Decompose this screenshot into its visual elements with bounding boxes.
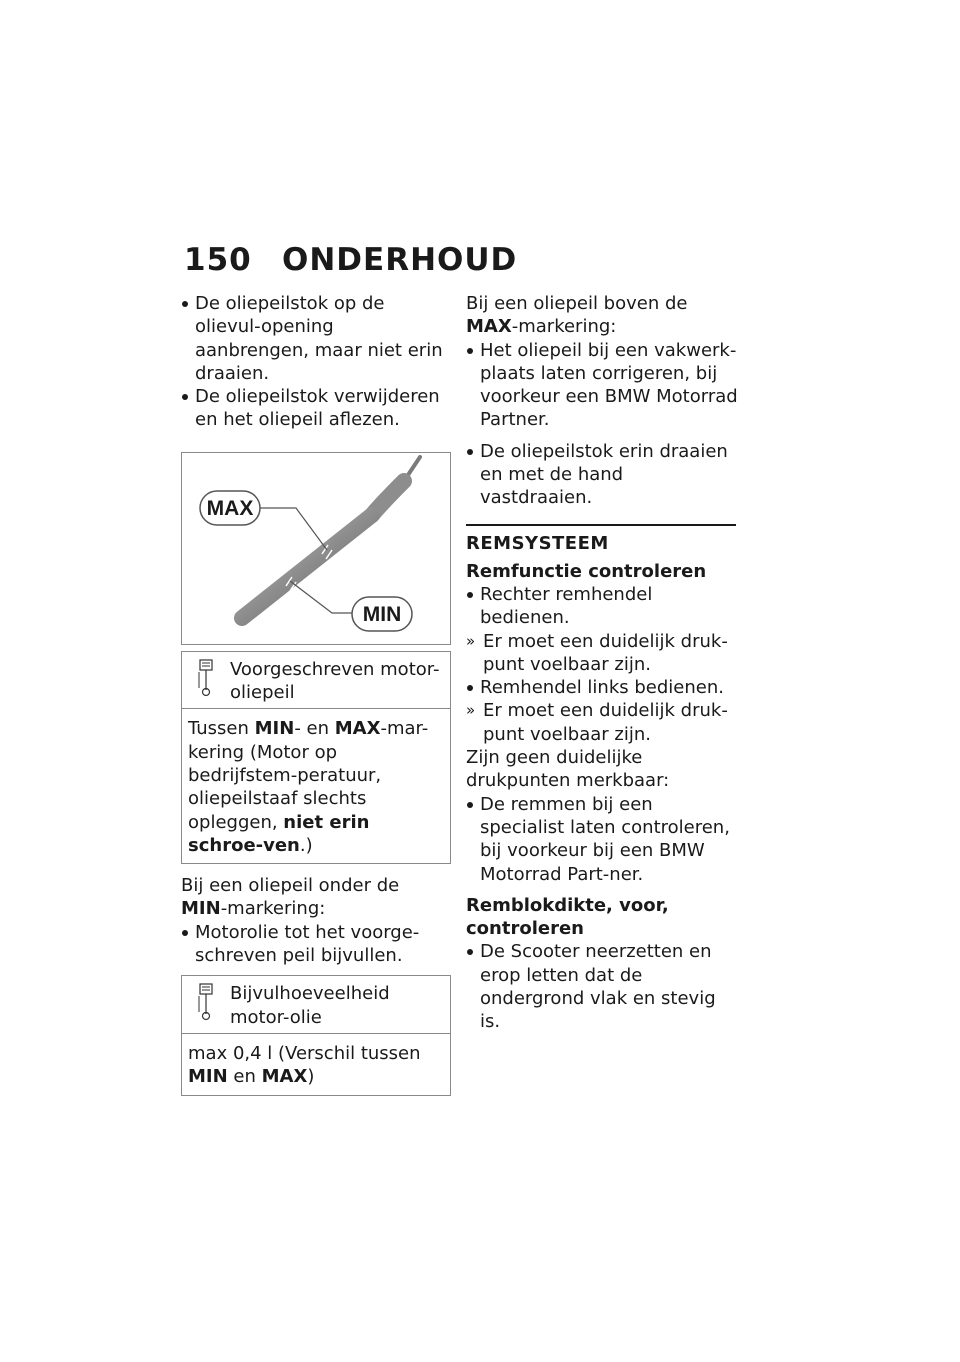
page-number: 150 xyxy=(184,242,252,278)
spec-label: Bijvulhoeveelheid motor-olie xyxy=(230,983,390,1028)
condition-min: Bij een oliepeil onder de MIN-markering: xyxy=(181,875,400,920)
result-arrow-icon: » xyxy=(466,701,476,720)
condition-max: Bij een oliepeil boven de MAX-markering: xyxy=(466,293,688,338)
result-item: » Er moet een duidelijk druk-punt voelbaar zijn. xyxy=(466,630,728,675)
subsection-title: Remblokdikte, voor, controleren xyxy=(466,894,669,940)
subsection-title: Remfunctie controleren xyxy=(466,560,707,582)
oil-dipstick-icon xyxy=(196,982,230,1029)
list-item: De Scooter neerzetten en erop letten dat de ondergrond vlak en stevig is. xyxy=(480,941,716,1033)
dipstick-rod xyxy=(242,515,372,618)
spec-label: Voorgeschreven motor-oliepeil xyxy=(230,658,440,704)
max-leader-line xyxy=(260,508,327,550)
list-item: De oliepeilstok op de olievul-opening aanbrengen, maar niet erin draaien. xyxy=(195,293,443,384)
page-header xyxy=(184,240,517,280)
dipstick-tip xyxy=(408,457,420,475)
section-brakes xyxy=(466,524,736,556)
spec-box-oil-level xyxy=(181,651,451,864)
list-item: De oliepeilstok verwijderen en het oliepeil aflezen. xyxy=(195,386,440,431)
left-column xyxy=(181,292,451,1096)
list-item: De oliepeilstok erin draaien en met de hand vastdraaien. xyxy=(480,440,728,509)
spec-value: Tussen MIN- en MAX-mar-kering (Motor op bedrijfstem-peratuur, oliepeilstaaf slechts opleggen, niet erin schroe-ven.) xyxy=(188,718,429,856)
section-title: REMSYSTEEM xyxy=(466,532,609,554)
list-item: Motorolie tot het voorge-schreven peil bijvullen. xyxy=(195,921,420,967)
right-column xyxy=(466,292,738,1034)
spec-value: max 0,4 l (Verschil tussen MIN en MAX) xyxy=(188,1042,421,1088)
list-item: Het oliepeil bij een vakwerk-plaats laten corrigeren, bij voorkeur een BMW Motorrad Partner. xyxy=(480,339,738,431)
min-label: MIN xyxy=(362,602,402,626)
max-label: MAX xyxy=(206,496,254,520)
result-item: » Er moet een duidelijk druk-punt voelbaar zijn. xyxy=(466,700,728,745)
list-item: De remmen bij een specialist laten controleren, bij voorkeur bij een BMW Motorrad Part-ner. xyxy=(480,793,730,885)
dipstick-figure xyxy=(181,452,451,645)
list-item: Rechter remhendel bedienen. xyxy=(480,583,653,629)
min-leader-line xyxy=(290,581,352,613)
oil-dipstick-icon xyxy=(196,658,230,705)
spec-box-refill xyxy=(181,975,451,1095)
condition-no-pressure: Zijn geen duidelijke drukpunten merkbaar: xyxy=(466,747,670,792)
list-item: Remhendel links bedienen. xyxy=(480,677,724,699)
result-arrow-icon: » xyxy=(466,631,476,650)
dipstick-illustration xyxy=(182,453,450,644)
page-title: ONDERHOUD xyxy=(282,242,518,278)
